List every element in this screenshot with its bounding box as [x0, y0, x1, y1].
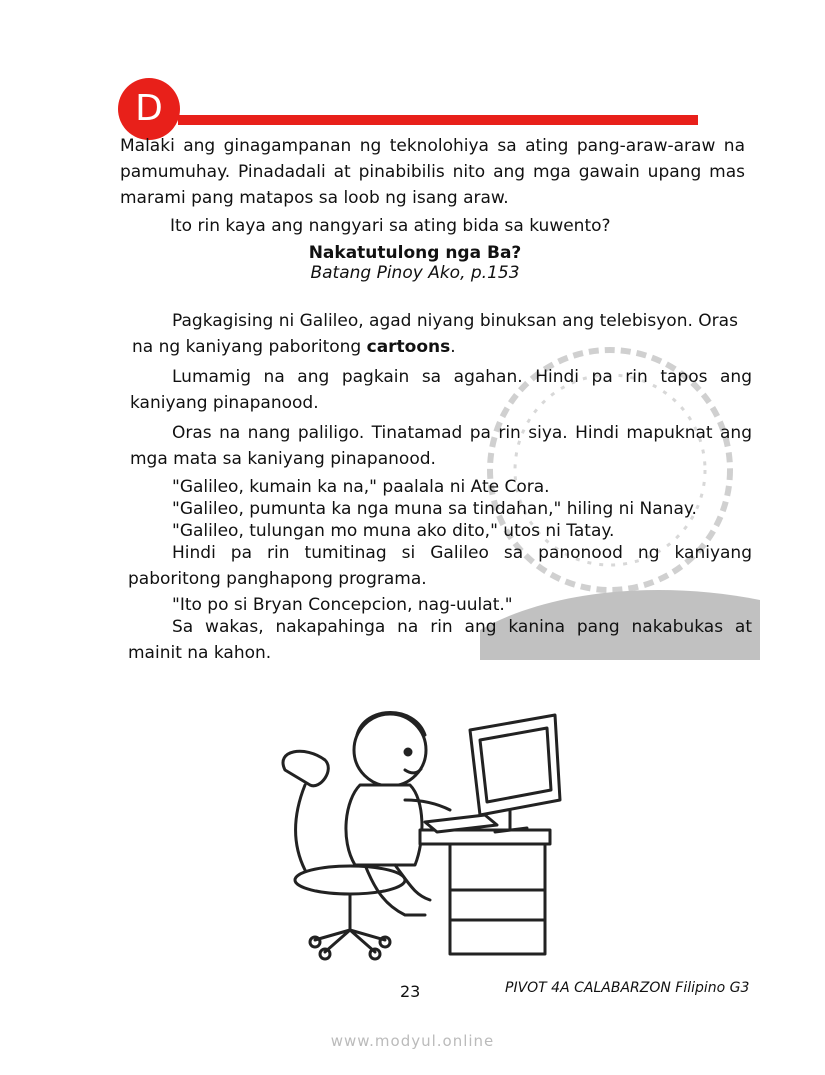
- intro-question: Ito rin kaya ang nangyari sa ating bida sa kuwento?: [170, 216, 611, 236]
- quote-nanay: "Galileo, pumunta ka nga muna sa tindahan," hiling ni Nanay.: [172, 499, 697, 519]
- p1-text: Pagkagising ni Galileo, agad niyang binuksan ang telebisyon. Oras na ng kaniyang paboritong: [132, 311, 738, 357]
- quote-report: "Ito po si Bryan Concepcion, nag-uulat.": [172, 595, 513, 615]
- story-title: Nakatutulong nga Ba?: [308, 243, 522, 263]
- series-label: PIVOT 4A CALABARZON Filipino G3: [505, 980, 750, 996]
- watermark-url: www.modyul.online: [330, 1032, 495, 1050]
- section-divider: [178, 115, 698, 125]
- boy-at-computer-illustration: [265, 690, 565, 980]
- quote-ate-cora: "Galileo, kumain ka na," paalala ni Ate Cora.: [172, 477, 550, 497]
- quote-tatay: "Galileo, tulungan mo muna ako dito," utos ni Tatay.: [172, 521, 615, 541]
- story-paragraph-2: Lumamig na ang pagkain sa agahan. Hindi pa rin tapos ang kaniyang pinapanood.: [130, 367, 752, 413]
- story-source: Batang Pinoy Ako, p.153: [310, 263, 520, 283]
- story-paragraph-4: Hindi pa rin tumitinag si Galileo sa panonood ng kaniyang paboritong panghapong programa.: [128, 543, 752, 589]
- intro-paragraph: Malaki ang ginagampanan ng teknolohiya sa ating pang-araw-araw na pamumuhay. Pinadadali at pinabibilis nito ang mga gawain upang mas marami pang matapos sa loob ng isang araw.: [120, 136, 745, 208]
- section-badge: D: [118, 78, 180, 140]
- p1-end: .: [450, 337, 456, 357]
- story-paragraph-3: Oras na nang paliligo. Tinatamad pa rin siya. Hindi mapuknat ang mga mata sa kaniyang pinapanood.: [130, 423, 752, 469]
- story-paragraph-5: Sa wakas, nakapahinga na rin ang kanina pang nakabukas at mainit na kahon.: [128, 617, 752, 663]
- page-number: 23: [400, 982, 421, 1001]
- p1-bold-word: cartoons: [366, 337, 451, 357]
- story-paragraph-1: [132, 308, 752, 360]
